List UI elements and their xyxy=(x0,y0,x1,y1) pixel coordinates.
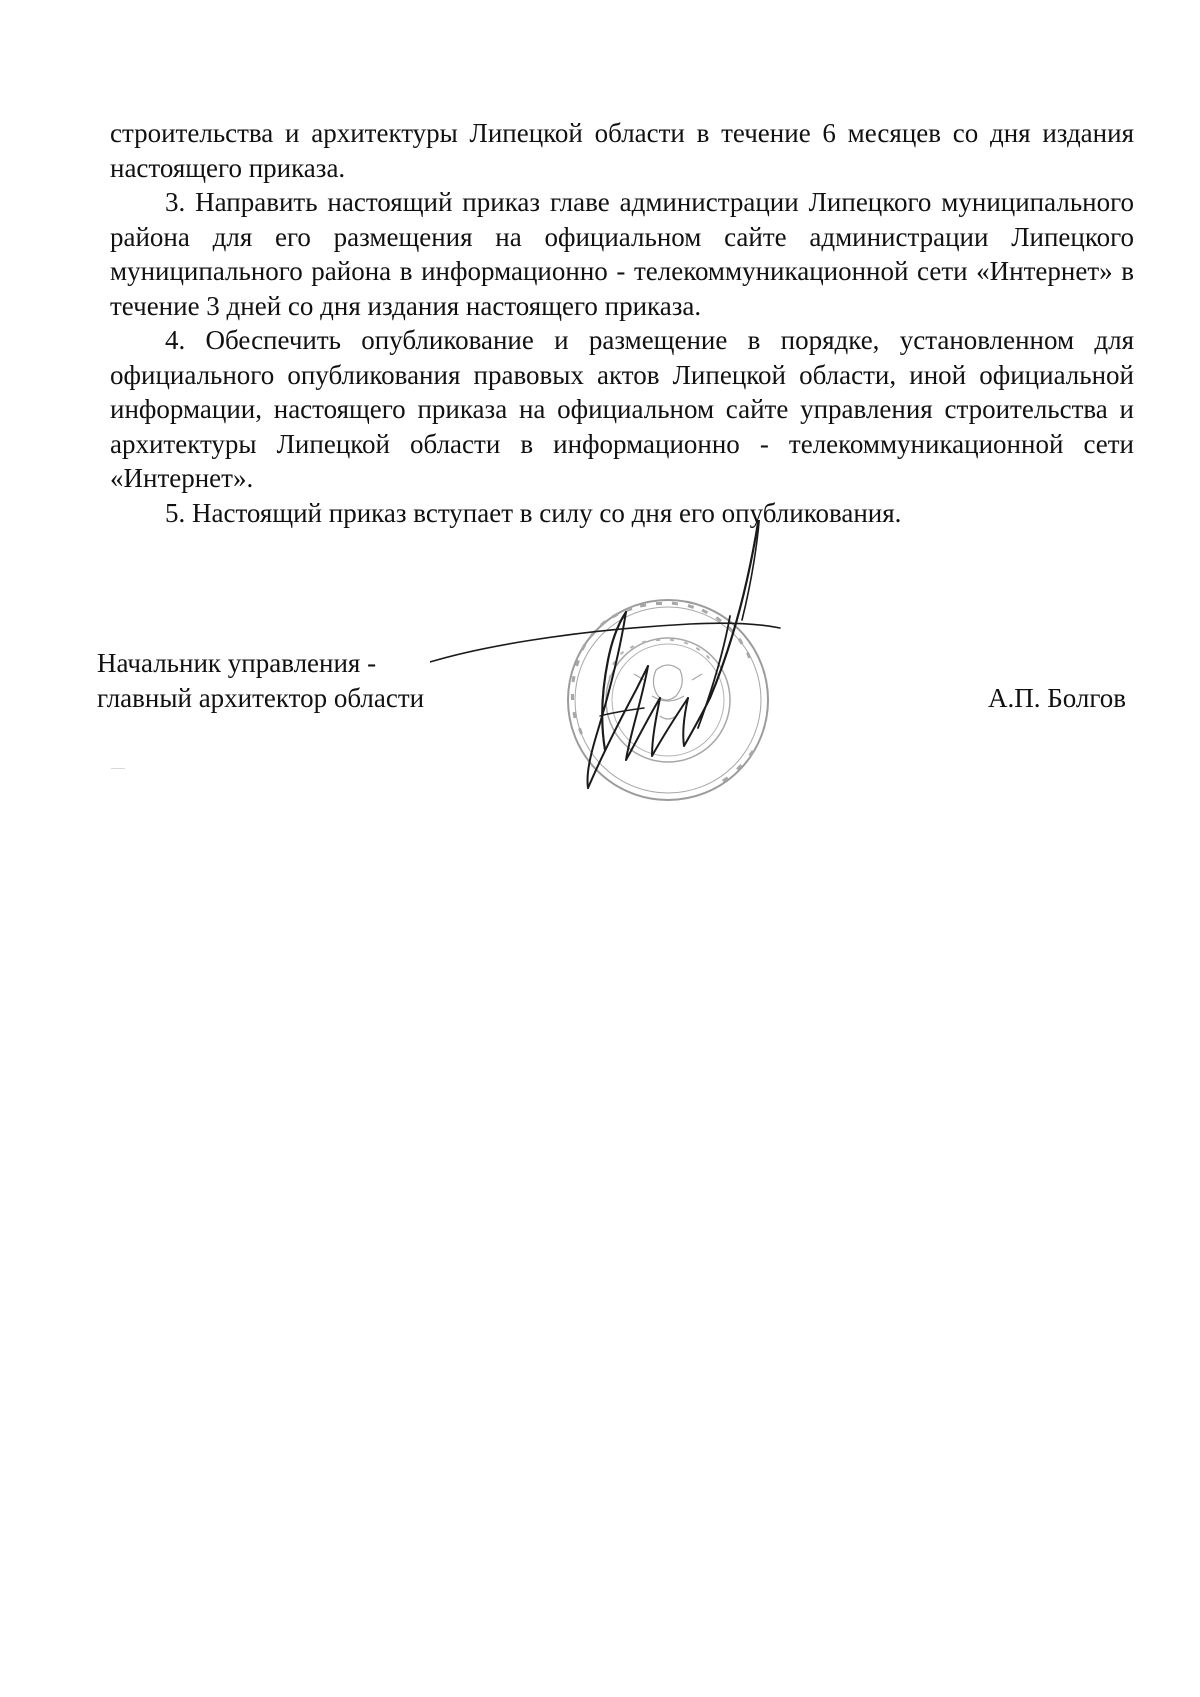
handwritten-signature xyxy=(430,520,780,788)
official-seal xyxy=(568,600,768,800)
signatory-position xyxy=(97,646,424,715)
signatory-position-line-2: главный архитектор области xyxy=(97,682,425,713)
paragraph-item-5: 5. Настоящий приказ вступает в силу со дня его опубликования. xyxy=(165,497,902,528)
paragraph-continuation: строительства и архитектуры Липецкой области в течение 6 месяцев со дня издания настоящего приказа. xyxy=(110,118,1134,183)
signatory-name: А.П. Болгов xyxy=(988,683,1127,713)
scan-artifact xyxy=(111,768,125,769)
paragraph-item-3: 3. Направить настоящий приказ главе администрации Липецкого муниципального района для его размещения на официальном сайте администрации Липецкого муниципального района в информационно - телекоммуникационной сети «Интернет» в течение 3 дней со дня издания настоящего приказа. xyxy=(110,187,1134,321)
document-body xyxy=(110,116,1134,530)
paragraph-item-4: 4. Обеспечить опубликование и размещение в порядке, установленном для официального опубликования правовых актов Липецкой области, иной официальной информации, настоящего приказа на официальном сайте управления строительства и архитектуры Липецкой области в информационно - телекоммуникационной сети «Интернет». xyxy=(110,325,1134,493)
stamp-and-signature xyxy=(430,520,810,840)
signatory-position-line-1: Начальник управления - xyxy=(97,648,377,678)
